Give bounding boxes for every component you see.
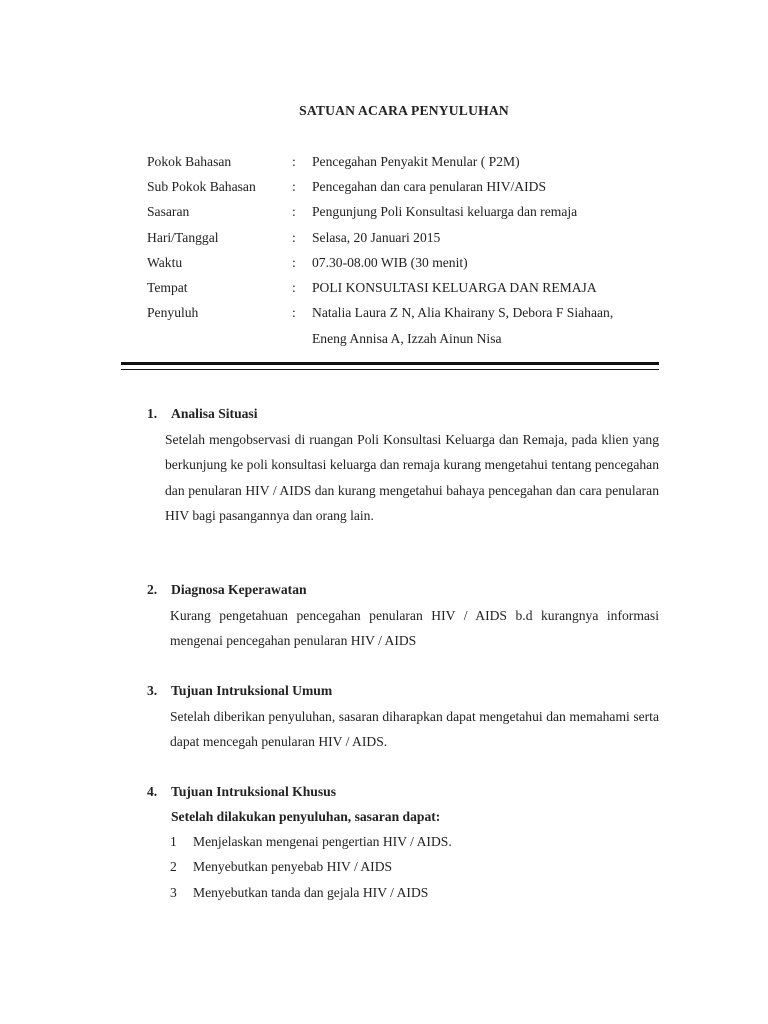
header-divider-thick <box>121 362 659 365</box>
list-item-text: Menyebutkan tanda dan gejala HIV / AIDS <box>193 885 429 900</box>
document-title: SATUAN ACARA PENYULUHAN <box>299 103 509 118</box>
meta-value: 07.30-08.00 WIB (30 menit) <box>312 255 468 270</box>
meta-colon: : <box>292 204 296 219</box>
meta-colon: : <box>292 280 296 295</box>
list-item-text: Menjelaskan mengenai pengertian HIV / AIDS. <box>193 834 452 849</box>
list-item-number: 3 <box>170 885 177 900</box>
meta-value: Pencegahan dan cara penularan HIV/AIDS <box>312 179 547 194</box>
section-title: Analisa Situasi <box>171 406 258 421</box>
meta-presenter-continuation: Eneng Annisa A, Izzah Ainun Nisa <box>312 331 502 346</box>
section-number: 4. <box>147 784 158 799</box>
meta-label: Waktu <box>147 255 183 270</box>
section-number: 1. <box>147 406 158 421</box>
meta-label: Sub Pokok Bahasan <box>147 179 256 194</box>
list-item-number: 1 <box>170 834 177 849</box>
meta-colon: : <box>292 305 296 320</box>
meta-label: Hari/Tanggal <box>147 230 219 245</box>
header-divider-thin <box>121 369 659 370</box>
section-text-diagnosis: Kurang pengetahuan pencegahan penularan HIV / AIDS b.d kurangnya informasi mengenai pencegahan penularan HIV / AIDS <box>170 608 659 649</box>
section-title: Tujuan Intruksional Khusus <box>171 784 336 799</box>
section-title: Diagnosa Keperawatan <box>171 582 307 597</box>
meta-value: POLI KONSULTASI KELUARGA DAN REMAJA <box>312 280 597 295</box>
meta-colon: : <box>292 230 296 245</box>
meta-colon: : <box>292 179 296 194</box>
meta-label: Tempat <box>147 280 188 295</box>
list-item-text: Menyebutkan penyebab HIV / AIDS <box>193 859 393 874</box>
section-text-situation: Setelah mengobservasi di ruangan Poli Konsultasi Keluarga dan Remaja, pada klien yang berkunjung ke poli konsultasi keluarga dan remaja kurang mengetahui tentang pencegahan dan penularan HIV / AIDS dan kurang mengetahui bahaya pencegahan dan cara penularan HIV bagi pasangannya dan orang lain. <box>165 432 659 523</box>
section-title: Tujuan Intruksional Umum <box>171 683 333 698</box>
meta-label: Pokok Bahasan <box>147 154 232 169</box>
section-text-general-goal: Setelah diberikan penyuluhan, sasaran diharapkan dapat mengetahui dan memahami serta dapat mencegah penularan HIV / AIDS. <box>170 709 659 750</box>
meta-label: Sasaran <box>147 204 190 219</box>
section-subheading: Setelah dilakukan penyuluhan, sasaran dapat: <box>171 809 441 824</box>
meta-colon: : <box>292 154 296 169</box>
meta-value: Pencegahan Penyakit Menular ( P2M) <box>312 154 520 169</box>
meta-value: Natalia Laura Z N, Alia Khairany S, Debora F Siahaan, <box>312 305 614 320</box>
meta-label: Penyuluh <box>147 305 199 320</box>
meta-value: Selasa, 20 Januari 2015 <box>312 230 441 245</box>
meta-colon: : <box>292 255 296 270</box>
meta-value: Pengunjung Poli Konsultasi keluarga dan remaja <box>312 204 578 219</box>
section-number: 2. <box>147 582 158 597</box>
list-item-number: 2 <box>170 859 177 874</box>
section-number: 3. <box>147 683 158 698</box>
